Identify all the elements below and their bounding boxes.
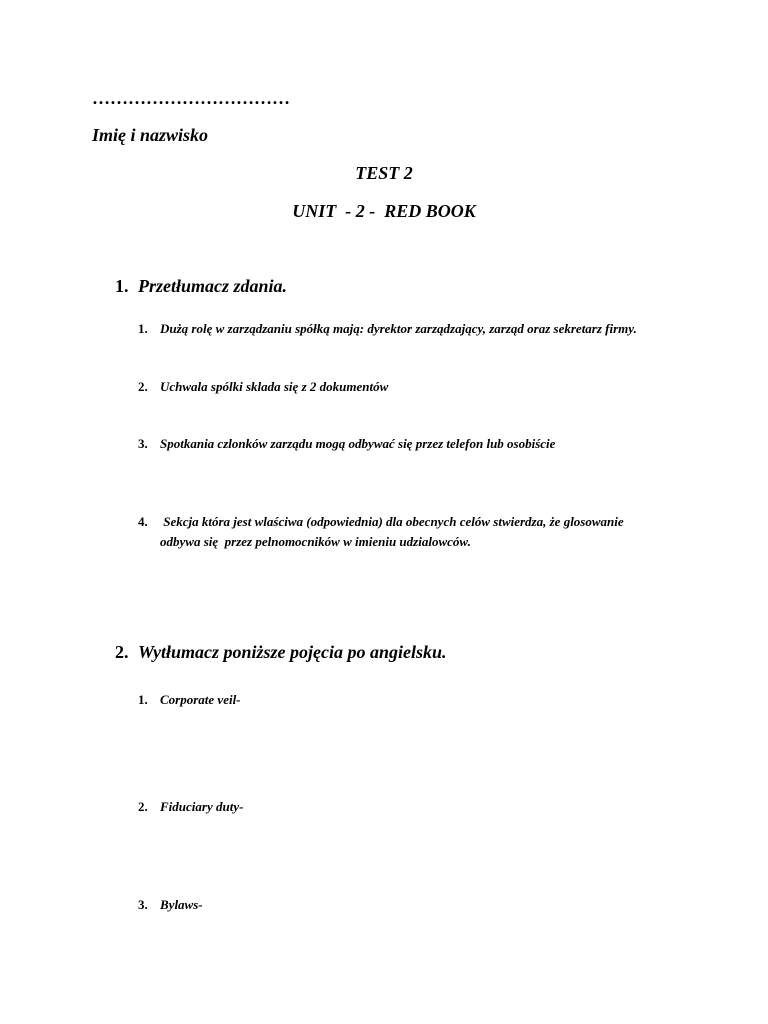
section-1-item-3 [138, 434, 555, 454]
item-number: 1. [138, 692, 148, 707]
section-2-heading [115, 642, 447, 663]
item-number: 3. [138, 436, 148, 451]
section-1-item-2 [138, 377, 388, 397]
name-blank-line: …………………………… [92, 88, 290, 108]
item-text: Bylaws- [160, 897, 203, 912]
test-title-text: TEST 2 [355, 163, 413, 183]
unit-title: UNIT - 2 - RED BOOK [292, 201, 476, 221]
test-title [0, 163, 768, 184]
item-text: Spotkania czlonków zarządu mogą odbywać się przez telefon lub osobiście [160, 436, 556, 451]
section-2-number: 2. [115, 642, 129, 662]
item-text: Dużą rolę w zarządzaniu spółką mają: dyrektor zarządzający, zarząd oraz sekretarz firmy. [160, 321, 637, 336]
item-text: Uchwala spólki sklada się z 2 dokumentów [160, 379, 389, 394]
section-1-heading [115, 276, 287, 297]
section-1-number: 1. [115, 276, 129, 296]
section-2-item-1 [138, 690, 241, 710]
section-2-item-2 [138, 797, 243, 817]
item-text: Fiduciary duty- [160, 799, 244, 814]
item-number: 2. [138, 379, 148, 394]
section-1-heading-text: Przetłumacz zdania. [138, 276, 288, 296]
section-1-item-4 [138, 512, 650, 552]
item-number: 2. [138, 799, 148, 814]
section-2-heading-text: Wytłumacz poniższe pojęcia po angielsku. [138, 642, 447, 662]
section-1-item-1 [138, 319, 650, 339]
section-2-item-3 [138, 895, 203, 915]
item-text: Corporate veil- [160, 692, 241, 707]
item-number: 1. [138, 321, 148, 336]
item-number: 3. [138, 897, 148, 912]
item-number: 4. [138, 514, 148, 529]
item-text: Sekcja która jest wlaściwa (odpowiednia) dla obecnych celów stwierdza, że glosowanie odbywa się przez pelnomocników w imieniu udzialowców. [160, 514, 627, 549]
name-label: Imię i nazwisko [92, 125, 209, 145]
